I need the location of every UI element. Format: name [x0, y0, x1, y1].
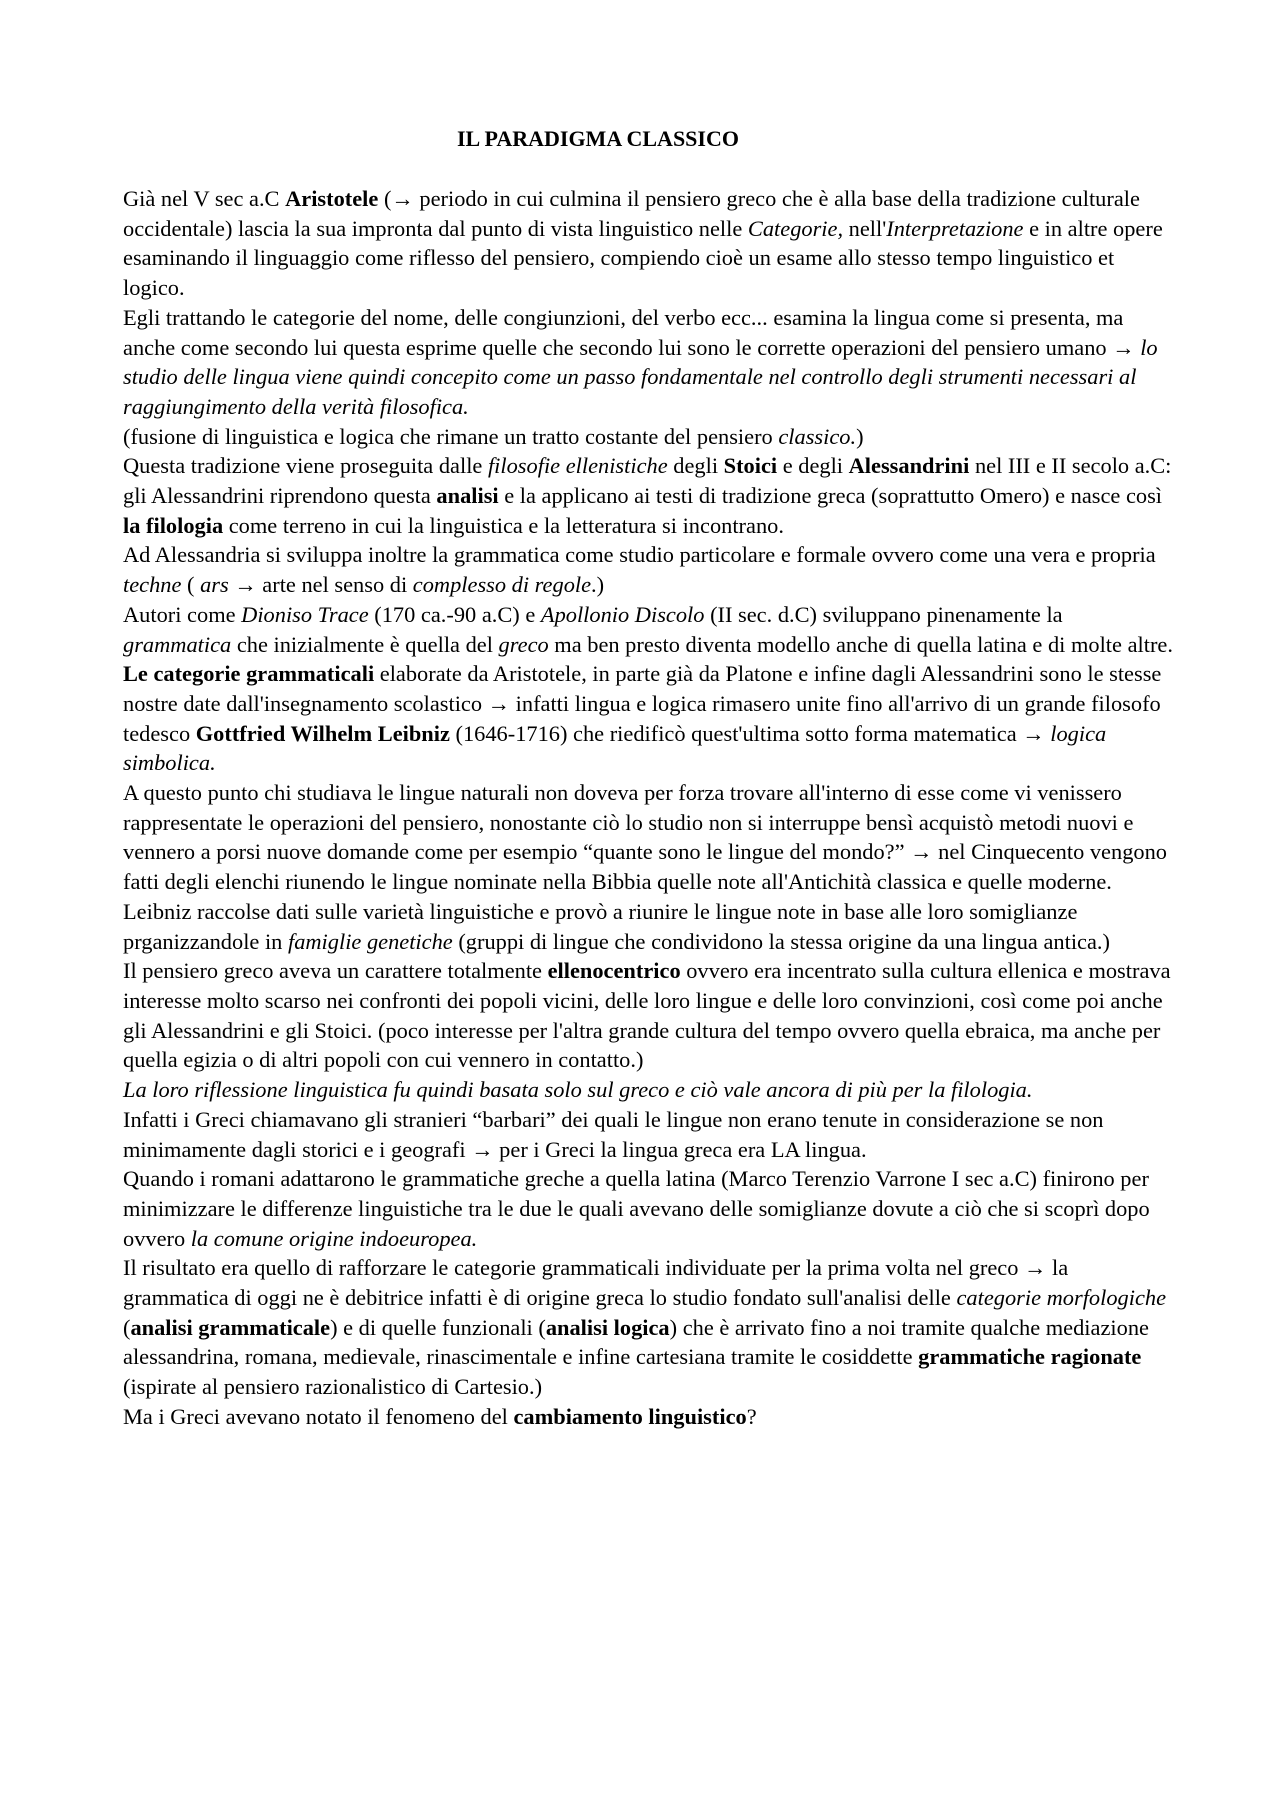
- text-run: (170 ca.-90 a.C) e: [368, 601, 541, 627]
- text-run: ?: [746, 1403, 757, 1429]
- italic-text: grammatica: [123, 631, 232, 657]
- text-run: ) e di quelle funzionali (: [330, 1314, 546, 1340]
- italic-text: techne: [123, 572, 182, 598]
- text-run: ) che è arrivato fino a noi tramite qualche mediazione alessandrina, romana, medievale, rinascimentale e infine cartesiana tramite le cosiddette: [123, 1314, 1149, 1370]
- text-run: e degli: [777, 453, 849, 479]
- text-run: Quando i romani adattarono le grammatiche greche a quella latina (Marco Terenzio Varrone I sec a.C) finirono per minimizzare le differenze linguistiche tra le due le quali avevano delle somiglianze dovute a ciò che si scoprì dopo ovvero: [123, 1166, 1150, 1251]
- text-run: che inizialmente è quella del: [231, 631, 499, 657]
- paragraph: [123, 1075, 1173, 1105]
- text-run: ma ben presto diventa modello anche di quella latina e di molte altre.: [548, 631, 1173, 657]
- italic-text: categorie morfologiche: [956, 1285, 1167, 1311]
- italic-text: Apollonio Discolo: [540, 601, 705, 627]
- text-run: (: [123, 1314, 131, 1340]
- italic-text: la comune origine indoeuropea.: [190, 1225, 478, 1251]
- bold-text: Gottfried Wilhelm Leibniz: [195, 720, 450, 746]
- bold-text: analisi logica: [545, 1314, 670, 1340]
- bold-text: Stoici: [723, 453, 778, 479]
- italic-text: filosofie ellenistiche: [487, 453, 668, 479]
- text-run: Il pensiero greco aveva un carattere totalmente: [123, 958, 548, 984]
- text-run: ): [856, 423, 864, 449]
- text-run: Questa tradizione viene proseguita dalle: [123, 453, 488, 479]
- text-run: Già nel V sec a.C: [123, 186, 286, 211]
- paragraph: [123, 1105, 1173, 1164]
- italic-text: lo studio delle lingua viene quindi concepito come un passo fondamentale nel controllo degli strumenti necessari al raggiungimento della verità filosofica.: [123, 334, 1158, 419]
- bold-text: analisi grammaticale: [130, 1314, 331, 1340]
- bold-text: analisi: [436, 483, 499, 509]
- paragraph: [123, 897, 1173, 956]
- text-run: degli: [667, 453, 724, 479]
- text-run: (fusione di linguistica e logica che rimane un tratto costante del pensiero: [123, 423, 779, 449]
- text-run: nel III e II secolo a.C: gli Alessandrini riprendono questa: [123, 453, 1172, 509]
- italic-text: complesso di regole: [412, 572, 592, 598]
- text-run: (ispirate al pensiero razionalistico di Cartesio.): [123, 1374, 543, 1400]
- italic-text: famiglie genetiche: [287, 928, 453, 954]
- text-run: Infatti i Greci chiamavano gli stranieri “barbari” dei quali le lingue non erano tenute in considerazione se non minimamente dagli storici e i geografi → per i Greci la lingua greca era LA lingua.: [123, 1106, 1104, 1162]
- bold-text: Le categorie grammaticali: [123, 661, 375, 687]
- italic-text: La loro riflessione linguistica fu quindi basata solo sul greco e ciò vale ancora di più per la filologia.: [123, 1077, 1033, 1103]
- paragraph: [123, 540, 1173, 599]
- paragraph: [123, 600, 1173, 659]
- text-run: (: [181, 572, 201, 598]
- paragraph: [123, 422, 1173, 452]
- paragraph: [123, 659, 1173, 778]
- paragraph: [123, 184, 1173, 303]
- italic-text: ars: [200, 572, 229, 598]
- document-title: IL PARADIGMA CLASSICO: [457, 126, 739, 151]
- text-run: Ad Alessandria si sviluppa inoltre la grammatica come studio particolare e formale ovvero come una vera e propria: [123, 542, 1156, 568]
- paragraph: [123, 1164, 1173, 1253]
- paragraph: [123, 303, 1173, 422]
- text-run: ovvero era incentrato sulla cultura ellenica e mostrava interesse molto scarso nei confronti dei popoli vicini, delle loro lingue e delle loro convinzioni, così come poi anche gli Alessandrini e gli Stoici. (poco interesse per l'altra grande cultura del tempo ovvero quella ebraica, ma anche per quella egizia o di altri popoli con cui vennero in contatto.): [123, 958, 1171, 1073]
- paragraph: [123, 956, 1173, 1075]
- paragraph: [123, 1253, 1173, 1402]
- text-run: Leibniz raccolse dati sulle varietà linguistiche e provò a riunire le lingue note in base alle loro somiglianze prganizzandole in: [123, 898, 1078, 954]
- italic-text: Interpretazione: [886, 215, 1024, 241]
- text-run: .): [591, 572, 605, 598]
- text-run: Autori come: [123, 601, 242, 627]
- text-run: A questo punto chi studiava le lingue naturali non doveva per forza trovare all'interno di esse come vi venissero rappresentate le operazioni del pensiero, nonostante ciò lo studio non si interruppe bensì acquistò metodi nuovi e vennero a porsi nuove domande come per esempio “quante sono le lingue del mondo?” → nel Cinquecento vengono fatti degli elenchi riunendo le lingue nominate nella Bibbia quelle note all'Antichità classica e quelle moderne.: [123, 780, 1167, 895]
- text-run: nell': [843, 215, 887, 241]
- text-run: Egli trattando le categorie del nome, delle congiunzioni, del verbo ecc... esamina la lingua come si presenta, ma anche come secondo lui questa esprime quelle che secondo lui sono le corrette operazioni del pensiero umano →: [123, 304, 1141, 360]
- text-run: Il risultato era quello di rafforzare le categorie grammaticali individuate per la prima volta nel greco → la grammatica di oggi ne è debitrice infatti è di origine greca lo studio fondato sull'analisi delle: [123, 1255, 1069, 1311]
- bold-text: cambiamento linguistico: [513, 1403, 747, 1429]
- text-run: e in altre opere esaminando il linguaggio come riflesso del pensiero, compiendo cioè un esame allo stesso tempo linguistico et logico.: [123, 215, 1163, 301]
- bold-text: la filologia: [123, 512, 224, 538]
- text-run: Ma i Greci avevano notato il fenomeno del: [123, 1403, 514, 1429]
- text-run: (→ periodo in cui culmina il pensiero greco che è alla base della tradizione culturale occidentale) lascia la sua impronta dal punto di vista linguistico nelle: [123, 186, 1140, 241]
- text-run: (gruppi di lingue che condividono la stessa origine da una lingua antica.): [452, 928, 1110, 954]
- italic-text: Dioniso Trace: [241, 601, 369, 627]
- italic-text: Categorie,: [747, 215, 844, 241]
- paragraph: [123, 778, 1173, 897]
- bold-text: grammatiche ragionate: [918, 1344, 1142, 1370]
- bold-text: ellenocentrico: [547, 958, 681, 984]
- text-run: (1646-1716) che riedificò quest'ultima sotto forma matematica →: [449, 720, 1051, 746]
- text-run: elaborate da Aristotele, in parte già da Platone e infine dagli Alessandrini sono le stesse nostre date dall'insegnamento scolastico → infatti lingua e logica rimasero unite fino all'arrivo di un grande filosofo tedesco: [123, 661, 1162, 746]
- italic-text: classico.: [778, 423, 857, 449]
- text-run: (II sec. d.C) sviluppano pinenamente la: [704, 601, 1063, 627]
- bold-text: Alessandrini: [848, 453, 970, 479]
- italic-text: logica simbolica.: [123, 720, 1107, 776]
- text-run: → arte nel senso di: [228, 572, 413, 598]
- text-run: come terreno in cui la linguistica e la letteratura si incontrano.: [223, 512, 784, 538]
- paragraph: [123, 1402, 1173, 1432]
- bold-text: Aristotele: [285, 186, 379, 211]
- italic-text: greco: [498, 631, 549, 657]
- text-run: e la applicano ai testi di tradizione greca (soprattutto Omero) e nasce così: [498, 483, 1163, 509]
- document-body: [123, 184, 1173, 1432]
- paragraph: [123, 451, 1173, 540]
